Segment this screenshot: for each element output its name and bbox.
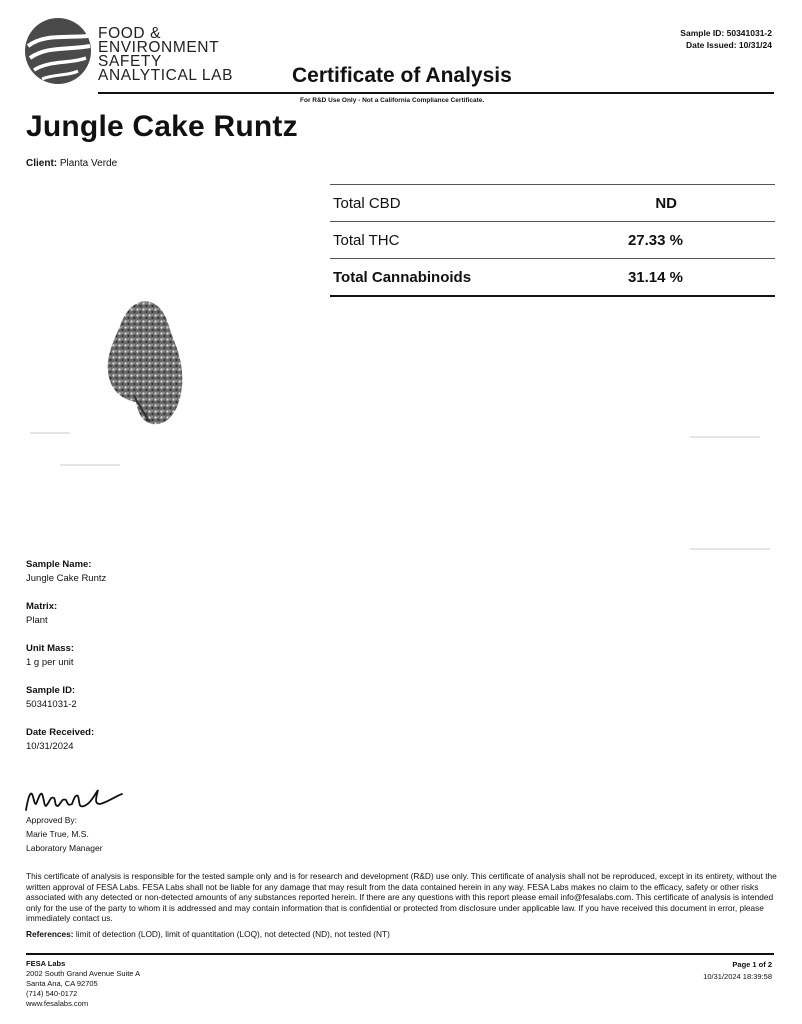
sample-name-label: Sample Name:: [26, 559, 92, 570]
summary-value: 27.33 %: [627, 231, 683, 249]
sample-id-field: [26, 684, 286, 712]
sample-meta: [680, 27, 772, 51]
date-received-field: [26, 726, 286, 754]
print-timestamp: 10/31/2024 18:39:58: [703, 972, 772, 981]
sample-info: [26, 558, 286, 768]
cannabinoid-summary: [330, 184, 775, 297]
lab-name-line-2: ENVIRONMENT: [98, 39, 220, 56]
sample-id-line: [680, 27, 772, 39]
approver-name: Marie True, M.S.: [26, 829, 89, 839]
sample-photo: [100, 296, 188, 428]
sample-name-value: Jungle Cake Runtz: [26, 573, 107, 584]
lab-name-line-1: FOOD &: [98, 25, 162, 42]
footer-address-2: Santa Ana, CA 92705: [26, 979, 98, 988]
header-divider: [98, 92, 774, 94]
unit-mass-field: [26, 642, 286, 670]
footer-phone: (714) 540-0172: [26, 989, 78, 998]
sample-id-label: Sample ID:: [26, 685, 76, 696]
lab-name-line-4: ANALYTICAL LAB: [98, 67, 234, 84]
references-line: [26, 929, 390, 939]
date-issued-label: Date Issued:: [685, 40, 737, 50]
unit-mass-label: Unit Mass:: [26, 643, 75, 654]
summary-row-total: [330, 259, 775, 297]
lab-name: [98, 27, 233, 83]
footer-website: www.fesalabs.com: [26, 999, 89, 1008]
sample-id-value: 50341031-2: [26, 699, 77, 710]
footer-lab-name: FESA Labs: [26, 959, 66, 968]
footer-address: [26, 959, 140, 1009]
sample-id-value: 50341031-2: [726, 28, 772, 38]
matrix-label: Matrix:: [26, 601, 58, 612]
client-label: Client:: [26, 158, 58, 169]
approved-by-label: Approved By:: [26, 815, 78, 825]
matrix-value: Plant: [26, 615, 48, 626]
disclaimer-text: This certificate of analysis is responsible for the tested sample only and is for research and development (R&D) use only. This certificate of analysis shall not be reproduced, except in its entirety, without the written approval of FESA Labs. FESA Labs shall not be liable for any damage that may result from the data contained herein in any way. FESA Labs makes no claim to the efficacy, safety or other risks associated with any detected or non-detected amounts of any substances reported herein. If there are any questions with this report please email info@fesalabs.com. This certificate of analysis is intended only for the use of the party to whom it is addressed and may contain information that is confidential or protected from disclosure under applicable law. If you have received this document in error, please immediately contact us.: [26, 871, 777, 924]
sample-id-label: Sample ID:: [680, 28, 725, 38]
page-number: Page 1 of 2: [732, 960, 772, 969]
date-issued-line: [680, 39, 772, 51]
summary-label: Total CBD: [333, 194, 401, 212]
footer-page-info: [703, 959, 772, 983]
client-line: [26, 158, 117, 169]
date-received-value: 10/31/2024: [26, 741, 74, 752]
summary-label: Total Cannabinoids: [333, 268, 472, 286]
summary-row-thc: [330, 222, 775, 259]
footer-divider: [26, 953, 774, 955]
summary-value: ND: [655, 194, 677, 212]
signature-mark: [24, 780, 124, 816]
footer-address-1: 2002 South Grand Avenue Suite A: [26, 969, 141, 978]
summary-row-cbd: [330, 184, 775, 222]
sample-name-field: [26, 558, 286, 586]
rnd-note: For R&D Use Only - Not a California Compliance Certificate.: [300, 97, 485, 104]
unit-mass-value: 1 g per unit: [26, 657, 74, 668]
date-issued-value: 10/31/24: [738, 40, 772, 50]
document-title: Certificate of Analysis: [292, 64, 512, 87]
client-value: Planta Verde: [59, 158, 118, 169]
matrix-field: [26, 600, 286, 628]
approver-title: Laboratory Manager: [26, 843, 103, 853]
product-title: Jungle Cake Runtz: [26, 110, 298, 143]
lab-name-line-3: SAFETY: [98, 53, 162, 70]
date-received-label: Date Received:: [26, 727, 95, 738]
references-label: References:: [26, 929, 74, 939]
references-text: limit of detection (LOD), limit of quantitation (LOQ), not detected (ND), not tested (NT): [75, 929, 390, 939]
fesa-logo-icon: [24, 16, 92, 86]
approval-block: [26, 813, 103, 855]
summary-value: 31.14 %: [627, 268, 683, 286]
summary-label: Total THC: [333, 231, 400, 249]
